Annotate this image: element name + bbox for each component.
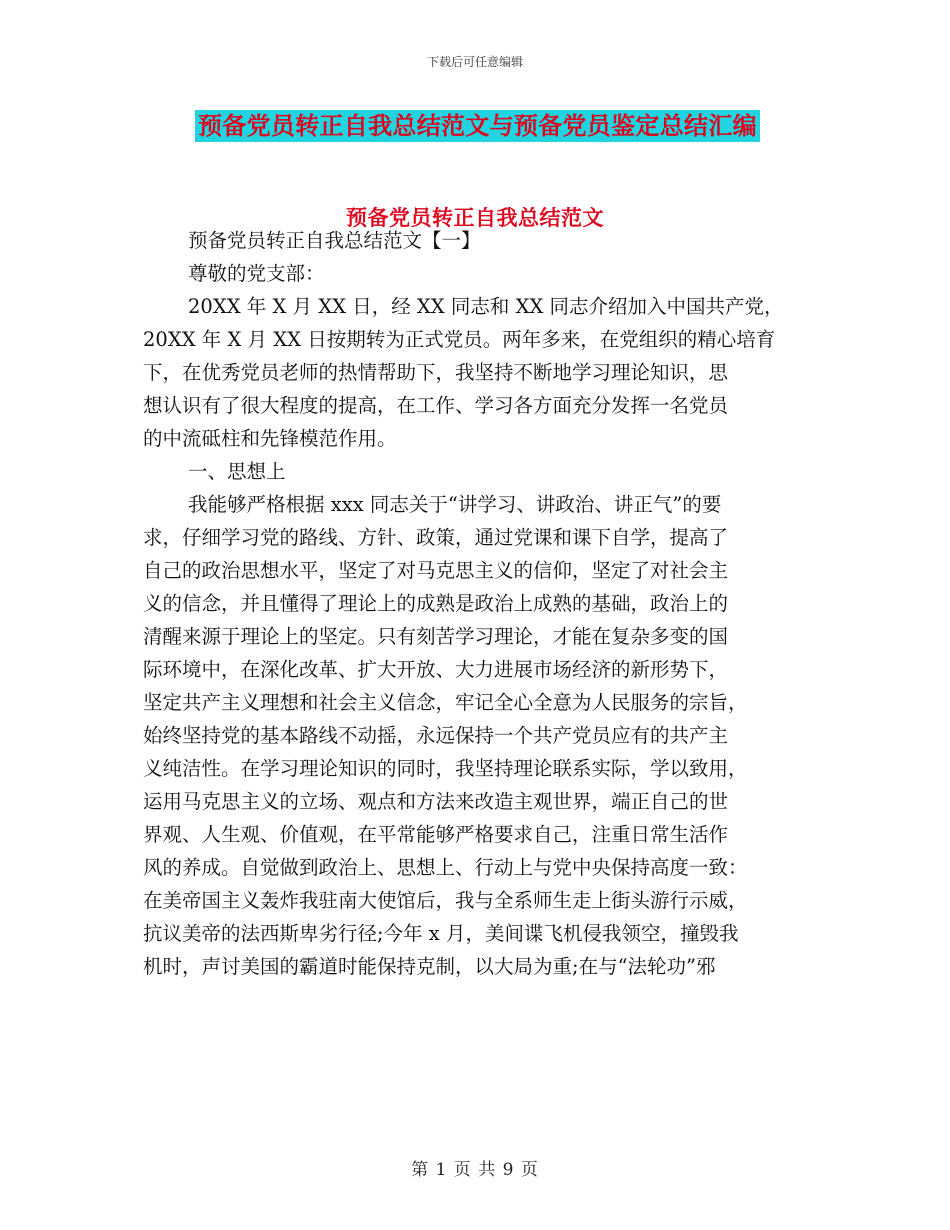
body-line: 我能够严格根据 xxx 同志关于“讲学习、讲政治、讲正气”的要 bbox=[188, 493, 722, 516]
body-line: 想认识有了很大程度的提高，在工作、学习各方面充分发挥一名党员 bbox=[143, 394, 729, 417]
body-line: 界观、人生观、价值观，在平常能够严格要求自己，注重日常生活作 bbox=[143, 823, 729, 846]
page-number: 第 1 页 共 9 页 bbox=[411, 1160, 539, 1180]
body-line: 在美帝国主义轰炸我驻南大使馆后，我与全系师生走上街头游行示威， bbox=[143, 889, 748, 912]
body-line: 自己的政治思想水平，坚定了对马克思主义的信仰，坚定了对社会主 bbox=[143, 559, 729, 582]
body-line: 抗议美帝的法西斯卑劣行径;今年 x 月，美间谍飞机侵我领空，撞毁我 bbox=[143, 922, 739, 945]
body-line: 始终坚持党的基本路线不动摇，永远保持一个共产党员应有的共产主 bbox=[143, 724, 729, 747]
body-line: 义纯洁性。在学习理论知识的同时，我坚持理论联系实际，学以致用， bbox=[143, 757, 748, 780]
body-line: 预备党员转正自我总结范文【一】 bbox=[188, 229, 481, 252]
header-note: 下载后可任意编辑 bbox=[426, 55, 523, 69]
body-line: 20XX 年 X 月 XX 日按期转为正式党员。两年多来，在党组织的精心培育 bbox=[143, 328, 776, 351]
body-line: 求，仔细学习党的路线、方针、政策，通过党课和课下自学，提高了 bbox=[143, 526, 729, 549]
document-title: 预备党员转正自我总结范文与预备党员鉴定总结汇编 bbox=[195, 110, 760, 142]
body-line: 运用马克思主义的立场、观点和方法来改造主观世界，端正自己的世 bbox=[143, 790, 729, 813]
body-line: 机时，声讨美国的霸道时能保持克制，以大局为重;在与“法轮功”邪 bbox=[143, 955, 716, 978]
body-line: 下，在优秀党员老师的热情帮助下，我坚持不断地学习理论知识，思 bbox=[143, 361, 729, 384]
document-body bbox=[143, 224, 805, 983]
section-title: 预备党员转正自我总结范文 bbox=[346, 205, 604, 230]
body-line: 尊敬的党支部： bbox=[188, 262, 325, 285]
body-line: 风的养成。自觉做到政治上、思想上、行动上与党中央保持高度一致： bbox=[143, 856, 748, 879]
body-line: 一、思想上 bbox=[188, 460, 286, 483]
body-line: 义的信念，并且懂得了理论上的成熟是政治上成熟的基础，政治上的 bbox=[143, 592, 729, 615]
body-line: 的中流砥柱和先锋模范作用。 bbox=[143, 427, 397, 450]
body-line: 坚定共产主义理想和社会主义信念，牢记全心全意为人民服务的宗旨， bbox=[143, 691, 748, 714]
body-line: 20XX 年 X 月 XX 日，经 XX 同志和 XX 同志介绍加入中国共产党， bbox=[188, 295, 784, 318]
body-line: 际环境中，在深化改革、扩大开放、大力进展市场经济的新形势下， bbox=[143, 658, 729, 681]
body-line: 清醒来源于理论上的坚定。只有刻苦学习理论，才能在复杂多变的国 bbox=[143, 625, 729, 648]
